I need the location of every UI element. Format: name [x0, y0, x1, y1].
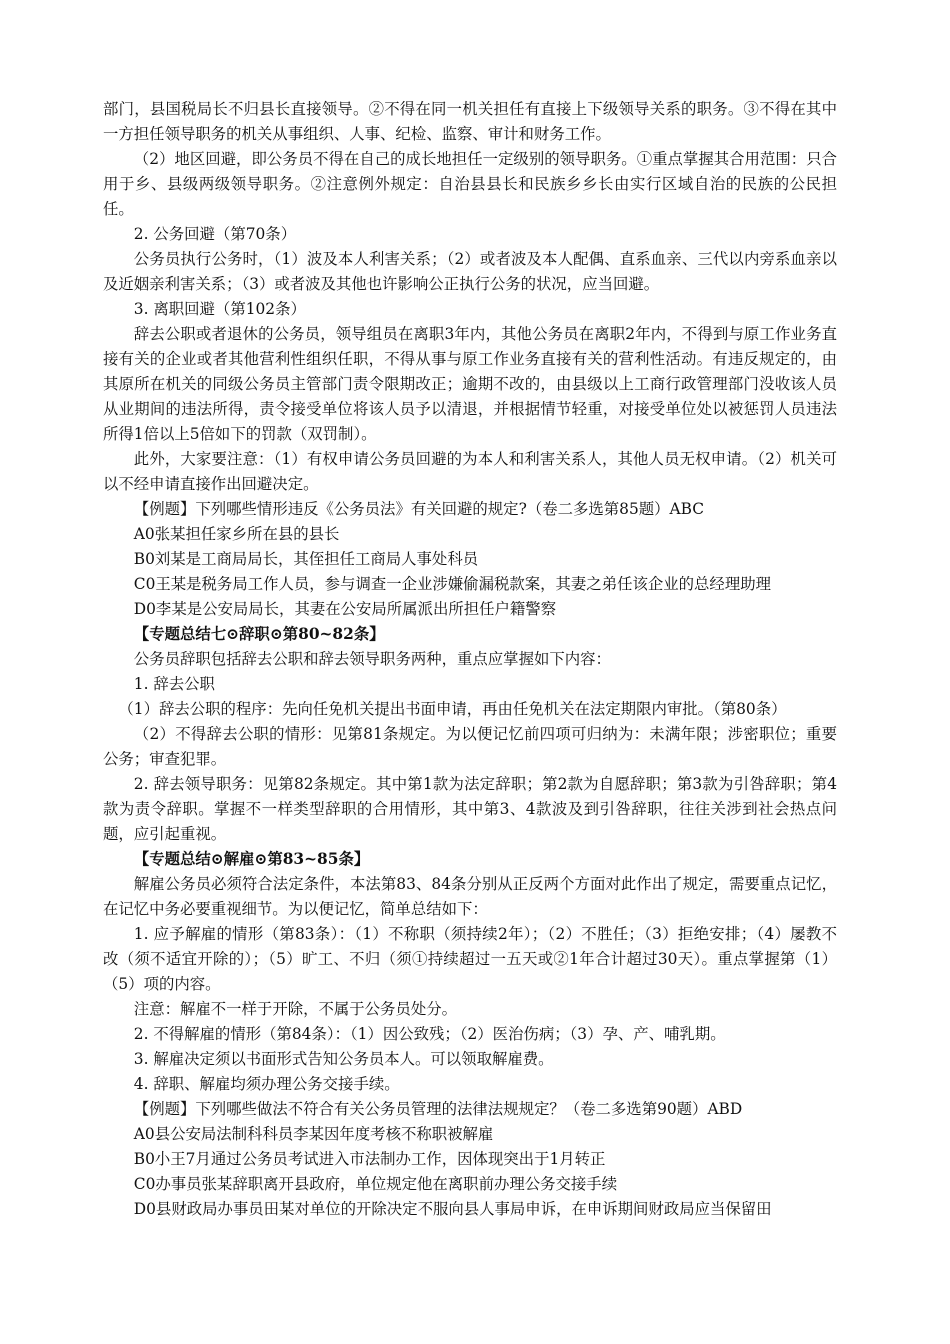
topic-summary-heading: 【专题总结七⊙辞职⊙第80~82条】 — [133, 625, 385, 643]
example-option: D0县财政局办事员田某对单位的开除决定不服向县人事局申诉，在申诉期间财政局应当保留田 — [133, 1200, 772, 1218]
paragraph: （1）辞去公职的程序：先向任免机关提出书面申请，再由任免机关在法定期限内审批。（第80条） — [118, 700, 787, 718]
paragraph: 辞去公职或者退休的公务员，领导组员在离职3年内，其他公务员在离职2年内，不得到与原工作业务直接有关的企业或者其他营利性组织任职，不得从事与原工作业务直接有关的营利性活动。有违反规定的，由其原所在机关的同级公务员主管部门责令限期改正；逾期不改的，由县级以上工商行政管理部门没收该人员从业期间的违法所得，责令接受单位将该人员予以清退，并根据情节轻重，对接受单位处以被惩罚人员违法所得1倍以上5倍如下的罚款（双罚制）。 — [103, 325, 837, 443]
paragraph: 公务员辞职包括辞去公职和辞去领导职务两种，重点应掌握如下内容： — [133, 650, 611, 668]
example-option: A0张某担任家乡所在县的县长 — [133, 525, 340, 543]
paragraph: （2）地区回避，即公务员不得在自己的成长地担任一定级别的领导职务。①重点掌握其合用范围：只合用于乡、县级两级领导职务。②注意例外规定：自治县县长和民族乡乡长由实行区域自治的民族的公民担任。 — [103, 150, 837, 218]
paragraph: 此外，大家要注意：（1）有权申请公务员回避的为本人和利害关系人，其他人员无权申请。（2）机关可以不经申请直接作出回避决定。 — [103, 450, 837, 493]
section-heading: 1. 辞去公职 — [133, 675, 215, 693]
example-option: A0县公安局法制科科员李某因年度考核不称职被解雇 — [133, 1125, 494, 1143]
paragraph: 注意：解雇不一样于开除，不属于公务员处分。 — [133, 1000, 458, 1018]
example-option: C0办事员张某辞职离开县政府，单位规定他在离职前办理公务交接手续 — [133, 1175, 618, 1193]
paragraph: 3. 解雇决定须以书面形式告知公务员本人。可以领取解雇费。 — [133, 1050, 554, 1068]
example-option: B0小王7月通过公务员考试进入市法制办工作，因体现突出于1月转正 — [133, 1150, 606, 1168]
section-heading: 2. 公务回避（第70条） — [133, 225, 297, 243]
paragraph: 部门，县国税局长不归县长直接领导。②不得在同一机关担任有直接上下级领导关系的职务。③不得在其中一方担任领导职务的机关从事组织、人事、纪检、监察、审计和财务工作。 — [103, 100, 837, 143]
paragraph: 公务员执行公务时，（1）波及本人利害关系；（2）或者波及本人配偶、直系血亲、三代以内旁系血亲以及近姻亲利害关系；（3）或者波及其他也许影响公正执行公务的状况，应当回避。 — [103, 250, 837, 293]
section-heading: 3. 离职回避（第102条） — [133, 300, 306, 318]
example-option: C0王某是税务局工作人员，参与调查一企业涉嫌偷漏税款案，其妻之弟任该企业的总经理助理 — [133, 575, 771, 593]
paragraph: 2. 不得解雇的情形（第84条）：（1）因公致残；（2）医治伤病；（3）孕、产、哺乳期。 — [133, 1025, 726, 1043]
example-question: 【例题】下列哪些情形违反《公务员法》有关回避的规定?（卷二多选第85题）ABC — [133, 500, 705, 518]
paragraph: 1. 应予解雇的情形（第83条）：（1）不称职（须持续2年）；（2）不胜任；（3）拒绝安排；（4）屡教不改（须不适宜开除的）；（5）旷工、不归（须①持续超过一五天或②1年合计超过30天）。重点掌握第（1）（5）项的内容。 — [103, 925, 837, 993]
paragraph: （2）不得辞去公职的情形：见第81条规定。为以便记忆前四项可归纳为：未满年限；涉密职位；重要公务；审查犯罪。 — [103, 725, 837, 768]
example-option: B0刘某是工商局局长，其侄担任工商局人事处科员 — [133, 550, 479, 568]
paragraph: 4. 辞职、解雇均须办理公务交接手续。 — [133, 1075, 400, 1093]
document-body — [103, 97, 837, 1222]
example-option: D0李某是公安局局长，其妻在公安局所属派出所担任户籍警察 — [133, 600, 557, 618]
topic-summary-heading: 【专题总结⊙解雇⊙第83~85条】 — [133, 850, 370, 868]
paragraph: 2. 辞去领导职务：见第82条规定。其中第1款为法定辞职；第2款为自愿辞职；第3款为引咎辞职；第4款为责令辞职。掌握不一样类型辞职的合用情形，其中第3、4款波及到引咎辞职，往往关涉到社会热点问题，应引起重视。 — [103, 775, 837, 843]
paragraph: 解雇公务员必须符合法定条件，本法第83、84条分别从正反两个方面对此作出了规定，需要重点记忆，在记忆中务必要重视细节。为以便记忆，简单总结如下： — [103, 875, 837, 918]
example-question: 【例题】下列哪些做法不符合有关公务员管理的法律法规规定？（卷二多选第90题）ABD — [133, 1100, 743, 1118]
